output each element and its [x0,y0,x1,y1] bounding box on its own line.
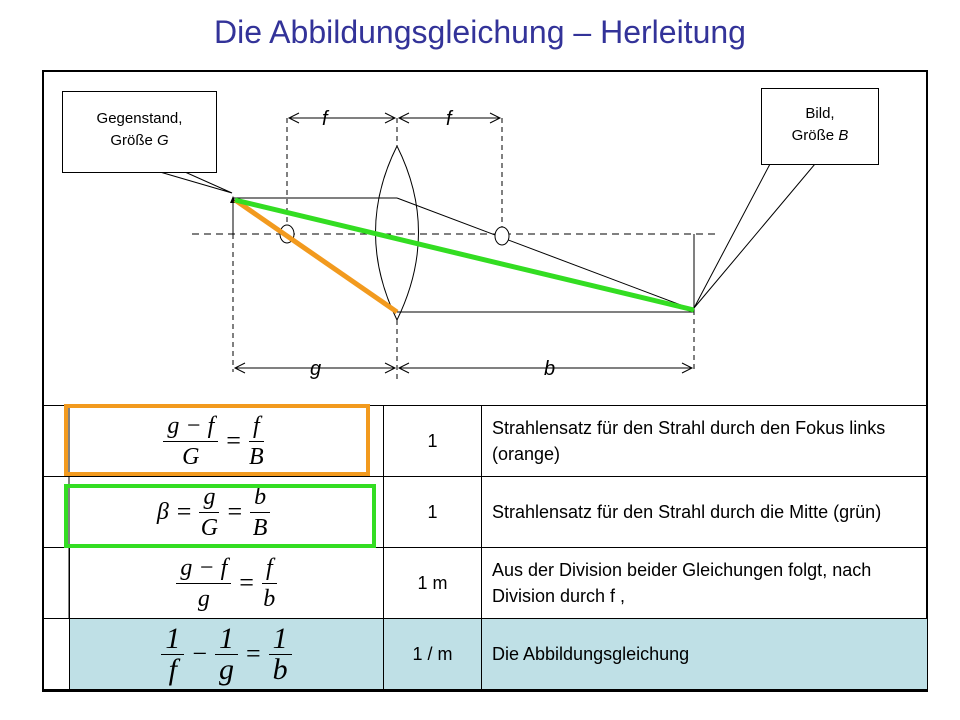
formula-4-b-num: 1 [215,626,238,655]
formula-2-op: = [227,497,243,526]
formula-2-lhs-num: g [199,484,219,513]
formula-2-eq1: = [176,497,192,526]
green-formula-box [64,484,376,548]
blank-cell [44,619,70,690]
orange-formula-box [64,404,370,476]
formula-4-c-num: 1 [269,626,292,655]
page-title: Die Abbildungsgleichung – Herleitung [214,14,746,50]
row-description: Strahlensatz für den Strahl durch den Fokus links (orange) [482,406,928,477]
formula-2-rhs-num: b [250,484,270,513]
image-callout-line1: Bild, [805,105,835,122]
image-distance-label: b [544,358,556,380]
image-callout-pointer [694,164,815,308]
row-description: Die Abbildungsgleichung [482,619,928,690]
row-number: 1 / m [384,619,482,690]
object-callout-pointer [160,172,232,193]
formula-4-op: = [246,639,261,668]
refracted-ray [397,198,694,310]
formula-1-op: = [226,426,241,455]
object-distance-label: g [310,358,322,380]
formula-2-rhs-den: B [252,514,268,541]
formula-4-minus: − [192,639,207,668]
row-number: 1 [384,477,482,548]
formula-3-op: = [239,568,254,597]
green-ray [235,200,694,310]
formula-3 [70,555,383,612]
formula-1-rhs-num: f [249,413,264,442]
formula-3-rhs-den: b [263,585,276,612]
formula-cell [70,619,384,690]
formula-4-b-den: g [219,652,234,686]
table-row [44,619,928,690]
row-description: Aus der Division beider Gleichungen folgt, nach Division durch f , [482,548,928,619]
focal-point-right [495,227,509,245]
formula-4-c-den: b [272,652,288,686]
focal-length-label-right: f [446,108,452,130]
image-size-var: B [838,127,849,144]
object-callout-line1: Gegenstand, [96,110,183,127]
object-size-var: G [157,132,169,149]
formula-3-lhs-num: g − f [176,555,231,584]
row-description: Strahlensatz für den Strahl durch die Mitte (grün) [482,477,928,548]
blank-cell [44,548,70,619]
formula-4-a-num: 1 [161,626,184,655]
image-callout [761,88,879,165]
row-number: 1 [384,406,482,477]
formula-4-a-den: f [168,652,177,686]
object-callout [62,91,217,173]
formula-1-lhs-num: g − f [163,413,218,442]
image-callout-line2: Größe [791,127,839,144]
formula-4 [70,621,383,686]
formula-2-lhs-den: G [200,514,219,541]
row-number: 1 m [384,548,482,619]
focal-length-label-left: f [322,108,328,130]
object-callout-line2: Größe [110,132,157,149]
formula-1-lhs-den: G [182,443,200,470]
formula-1-rhs-den: B [248,443,264,470]
orange-ray [235,200,397,312]
formula-3-rhs-num: f [262,555,277,584]
table-row [44,548,928,619]
formula-3-lhs-den: g [197,585,210,612]
formula-2-prefix: β [156,498,169,525]
formula-cell [70,548,384,619]
